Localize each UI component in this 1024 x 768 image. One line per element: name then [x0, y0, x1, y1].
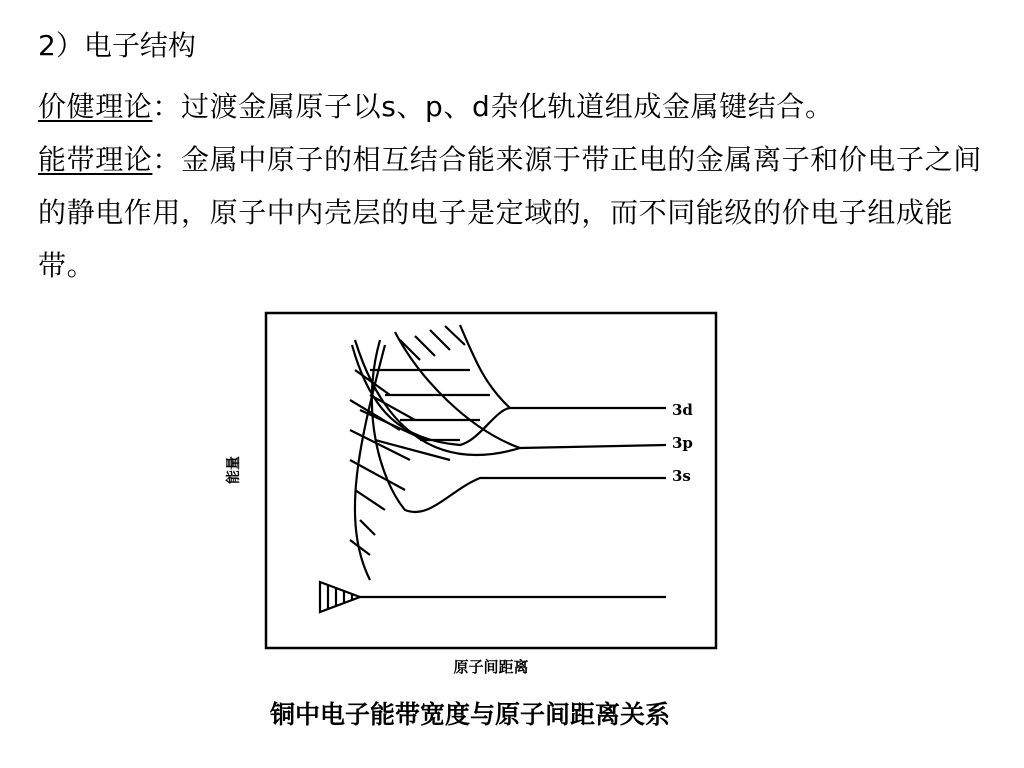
band-diagram-figure	[210, 300, 730, 740]
label-3d: 3d	[672, 401, 693, 419]
figure-caption: 铜中电子能带宽度与原子间距离关系	[269, 700, 670, 729]
theory-paragraph	[38, 80, 998, 292]
band-theory-text: ：金属中原子的相互结合能来源于带正电的金属离子和价电子之间的静电作用，原子中内壳层的电子是定域的，而不同能级的价电子组成能带。	[38, 143, 982, 282]
section-heading: 2）电子结构	[38, 29, 196, 62]
label-3s: 3s	[672, 467, 691, 485]
x-axis-label: 原子间距离	[453, 658, 529, 676]
core-band	[320, 582, 666, 612]
valence-theory-text: ：过渡金属原子以s、p、d杂化轨道组成金属键结合。	[152, 90, 834, 123]
band-3s	[350, 340, 666, 580]
band-theory-term: 能带理论	[38, 143, 153, 176]
valence-theory-term: 价健理论	[38, 90, 153, 123]
y-axis-label: 能量	[226, 456, 242, 484]
label-3p: 3p	[672, 434, 693, 452]
band-diagram	[210, 300, 730, 690]
